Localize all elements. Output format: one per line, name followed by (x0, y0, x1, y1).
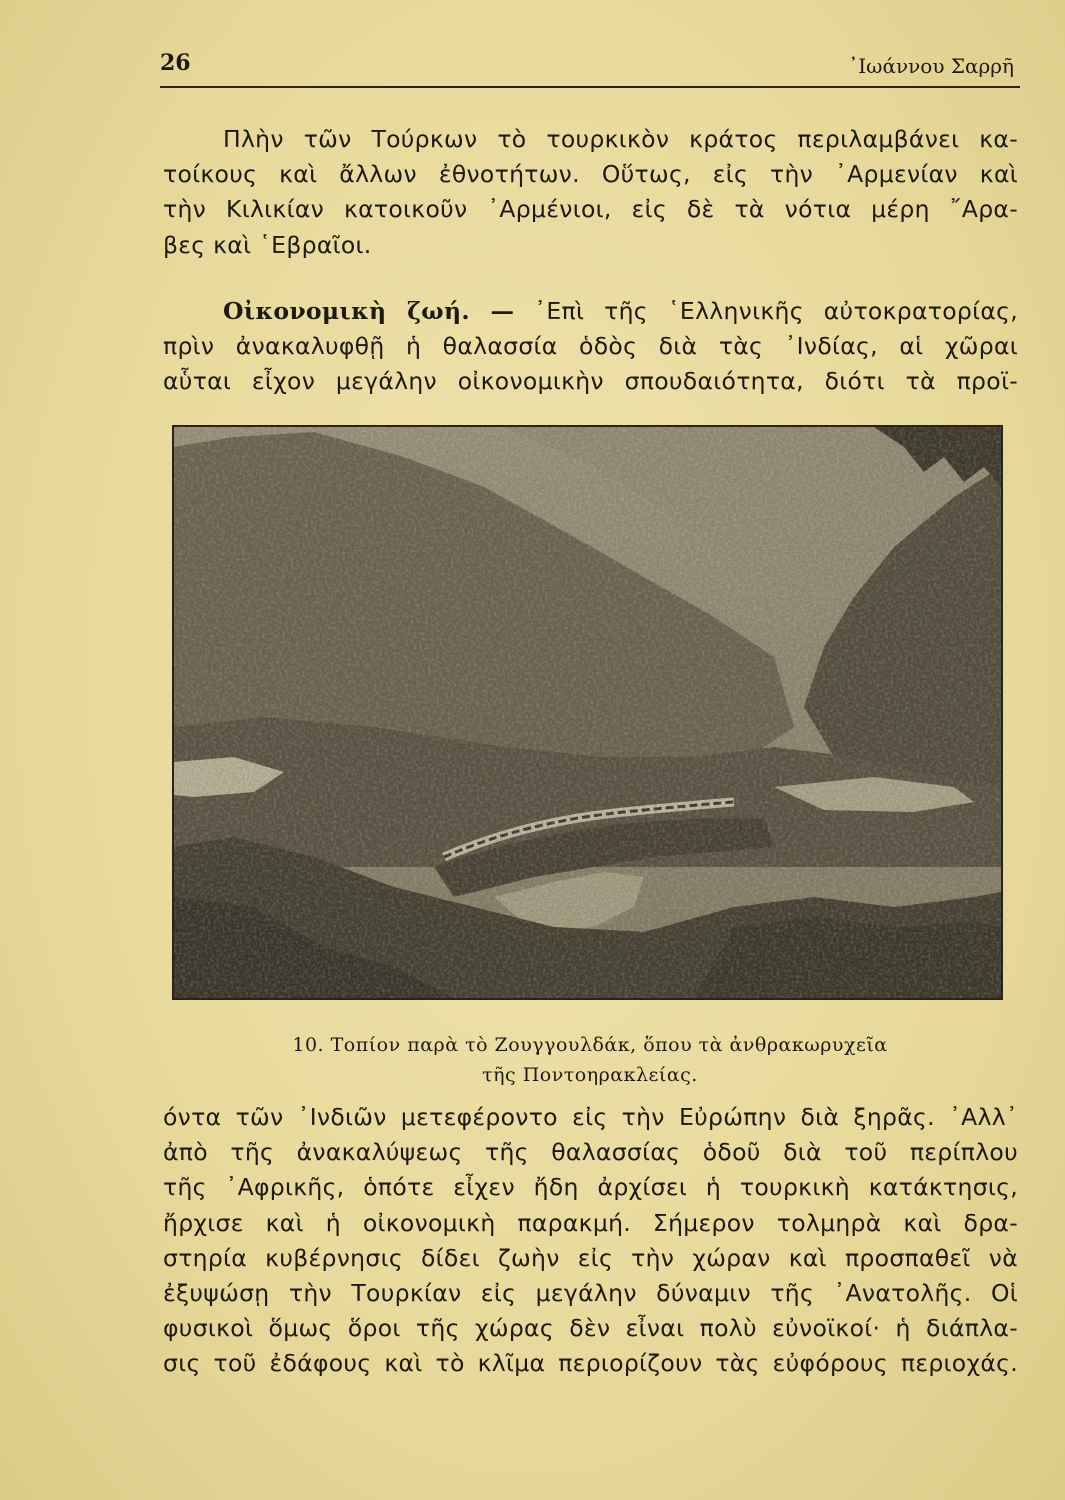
paragraph-trade-decline (163, 1100, 1018, 1382)
text-line: Πλὴν τῶν Τούρκων τὸ τουρκικὸν κράτος περιλαμβάνει κα- (223, 125, 1018, 153)
page-header (160, 44, 1020, 84)
text-run: ᾿Επὶ τῆς ῾Ελληνικῆς αὐτοκρατορίας, (534, 297, 1018, 325)
text-line: ἐξυψώσῃ τὴν Τουρκίαν εἰς μεγάλην δύναμιν τῆς ᾿Ανατολῆς. Οἱ (163, 1279, 1018, 1308)
header-rule (160, 86, 1020, 88)
caption-line: 10. Τοπίον παρὰ τὸ Ζουγγουλδάκ, ὅπου τὰ ἀνθρακωρυχεῖα (292, 1034, 888, 1056)
text-line: σις τοῦ ἐδάφους καὶ τὸ κλῖμα περιορίζουν τὰς εὐφόρους περιοχάς. (163, 1349, 1018, 1378)
text-line: τὴν Κιλικίαν κατοικοῦν ᾿Αρμένιοι, εἰς δὲ τὰ νότια μέρη ῎Αρα- (163, 195, 1018, 224)
page-number: 26 (160, 50, 191, 76)
text-line: πρὶν ἀνακαλυφθῇ ἡ θαλασσία ὁδὸς διὰ τὰς ᾿Ινδίας, αἱ χῶραι (163, 332, 1018, 361)
figure-caption (150, 1030, 1030, 1090)
text-line: στηρία κυβέρνησις δίδει ζωὴν εἰς τὴν χώραν καὶ προσπαθεῖ νὰ (163, 1243, 1018, 1272)
text-line: φυσικοὶ ὅμως ὅροι τῆς χώρας δὲν εἶναι πολὺ εὐνοϊκοί· ἡ διάπλα- (163, 1314, 1018, 1343)
landscape-photograph (172, 425, 1003, 1000)
text-line: βες καὶ ῾Εβραῖοι. (163, 230, 372, 259)
text-line: τῆς ᾿Αφρικῆς, ὁπότε εἶχεν ἤδη ἀρχίσει ἡ τουρκικὴ κατάκτησις, (163, 1173, 1018, 1202)
caption-line: τῆς Ποντοηρακλείας. (482, 1064, 698, 1086)
text-line: τοίκους καὶ ἄλλων ἐθνοτήτων. Οὕτως, εἰς τὴν ᾿Αρμενίαν καὶ (163, 160, 1018, 189)
text-line: ἤρχισε καὶ ἡ οἰκονομικὴ παρακμή. Σήμερον τολμηρὰ καὶ δρα- (163, 1208, 1018, 1237)
running-head: ᾿Ιωάννου Σαρρῆ (848, 54, 1014, 78)
text-line: ἀπὸ τῆς ἀνακαλύψεως τῆς θαλασσίας ὁδοῦ διὰ τοῦ περίπλου (163, 1138, 1018, 1167)
text-line: όντα τῶν ᾿Ινδιῶν μετεφέροντο εἰς τὴν Εὐρώπην διὰ ξηρᾶς. ᾿Αλλ᾿ (163, 1103, 1018, 1131)
section-heading: Οἰκονομικὴ ζωή. — (223, 297, 515, 325)
paragraph-population (163, 122, 1018, 263)
paragraph-economic-life (163, 294, 1018, 400)
text-line: αὗται εἶχον μεγάλην οἰκονομικὴν σπουδαιότητα, διότι τὰ προϊ- (163, 367, 1018, 396)
text-line (163, 294, 1018, 329)
